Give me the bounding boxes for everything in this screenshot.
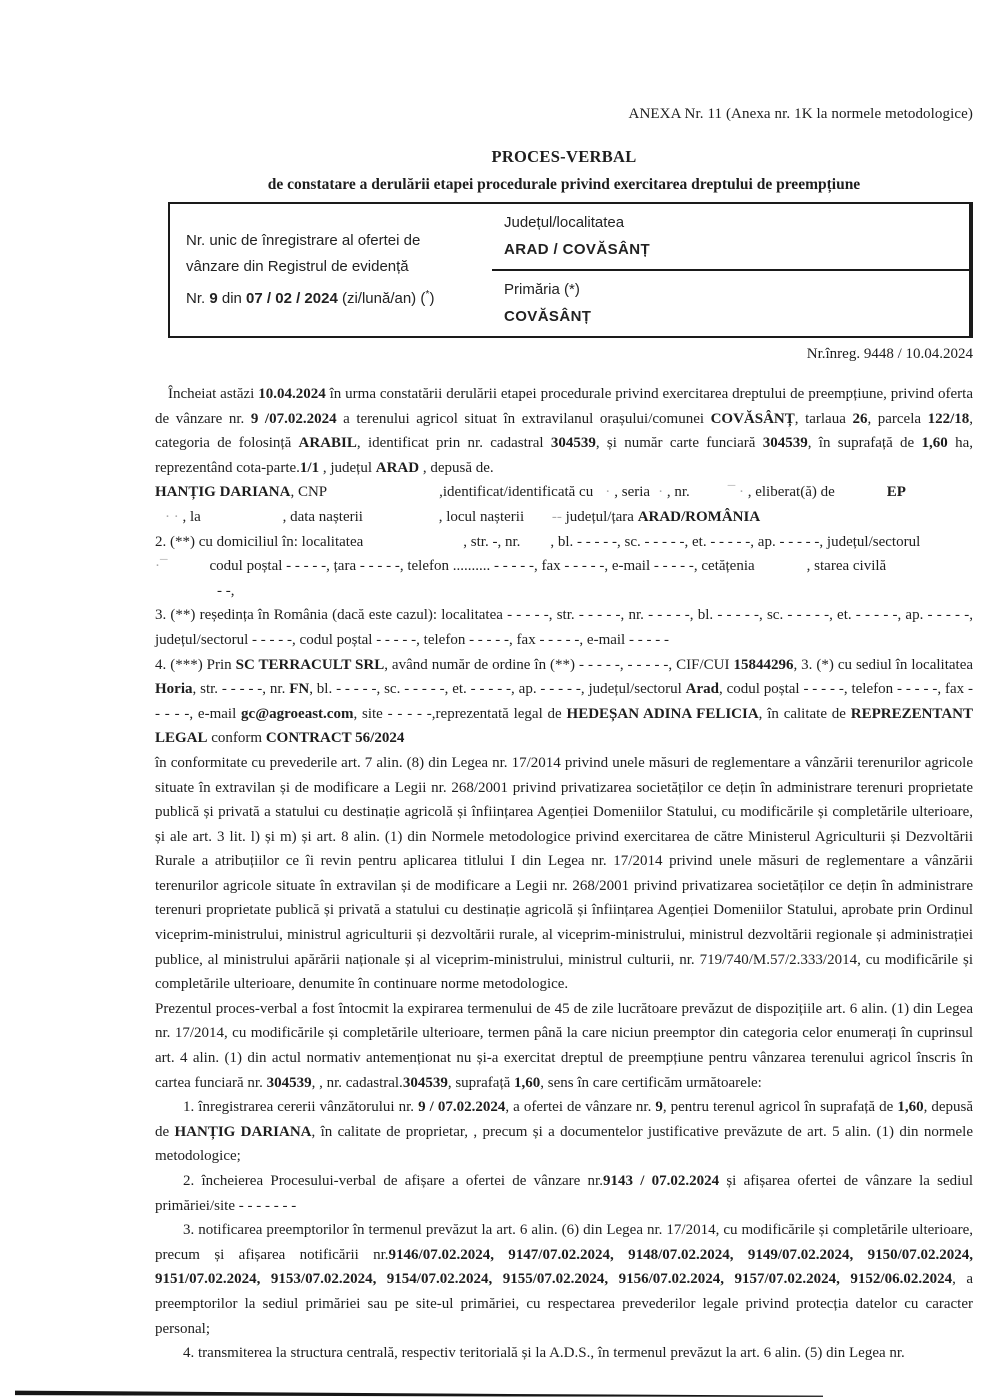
text-segment: COVĂSÂNȚ	[710, 410, 795, 427]
text-segment: din	[217, 290, 247, 307]
document-content	[155, 106, 973, 1366]
text-segment: , data nașterii	[282, 508, 367, 525]
blank-field	[155, 593, 217, 595]
judet-label: Județul/localitatea	[504, 214, 625, 231]
text-segment: , în calitate de	[758, 705, 851, 722]
blank-field	[363, 544, 463, 546]
text-segment: 304539	[402, 1074, 448, 1091]
text-segment: (zi/lună/an) (	[337, 290, 426, 307]
text-segment: ·	[605, 484, 611, 501]
blank-field	[528, 519, 552, 521]
text-segment: 3. (**) reședința în România (dacă este cazul): localitatea - - - - -, str. - - - - -, nr. - - - - -, bl. - - - - -, sc. - - - - -, et. - - - - -, ap. - - - - -, județul/sectorul - - - - -, codul poștal - - - - -, telefon - - - - -, fax - - - - -, e-mail - - - - -	[155, 607, 973, 648]
paragraph-temei-legal	[155, 751, 973, 997]
text-segment: 4. transmiterea la structura centrală, respectiv teritorială și la A.D.S., în termenul prevăzut la art. 6 alin. (5) din Legea nr.	[183, 1345, 905, 1362]
line-domiciliu-3	[155, 579, 973, 604]
text-segment: Încheiat astăzi	[168, 386, 259, 402]
text-segment: , identificat prin nr. cadastral	[356, 435, 551, 452]
document-title: PROCES-VERBAL	[491, 147, 637, 166]
text-segment: 07 / 02 / 2024	[246, 290, 338, 307]
text-segment: 10.04.2024	[258, 386, 326, 402]
text-segment: 9	[655, 1099, 663, 1116]
text-segment: 304539	[762, 435, 808, 452]
text-segment: , locul nașterii	[438, 508, 528, 525]
text-segment: 9146/07.02.2024, 9147/07.02.2024, 9148/07.02.2024, 9149/07.02.2024, 9150/07.02.2024, 9151/07.02.2024, 9153/07.02.2024, 9154/07.02.2024, 9155/07.02.2024, 9156/07.02.2024, 9157/07.02.2024, 9152/06.02.2024	[155, 1246, 974, 1288]
list-item-3-notificare	[155, 1218, 973, 1341]
text-segment: 122/18	[927, 410, 970, 427]
line-seller-cnp-2	[155, 505, 973, 530]
primaria-value: COVĂSÂNȚ	[504, 308, 592, 325]
text-segment: · ·	[165, 508, 179, 525]
list-item-4-transmitere	[155, 1341, 973, 1366]
text-segment: ARAD	[375, 459, 420, 476]
text-segment: 1,60	[921, 435, 948, 452]
registru-number	[186, 286, 476, 312]
anexa-header: ANEXA Nr. 11 (Anexa nr. 1K la normele metodologice)	[628, 106, 973, 122]
paragraph-incheiat	[155, 382, 973, 480]
text-segment: 1. înregistrarea cererii vânzătorului nr.	[183, 1099, 419, 1116]
text-segment: , și număr carte funciară	[595, 435, 763, 452]
blank-field	[593, 494, 605, 496]
text-segment: , având număr de ordine în (**) - - - - -, - - - - -, CIF/CUI	[384, 656, 734, 673]
text-segment: , la	[178, 508, 205, 525]
text-segment: , în calitate de proprietar, , precum și a documentelor justificative prevăzute de art. 5 alin. (1) din normele metodologice;	[155, 1123, 973, 1165]
registru-label: Nr. unic de înregistrare al ofertei de vânzare din Registrul de evidență	[186, 232, 421, 275]
text-segment: , depusă de	[155, 1099, 974, 1140]
text-segment: 1,60	[897, 1099, 924, 1116]
paragraph-imputernicit	[155, 653, 973, 751]
text-segment: , str. -, nr.	[463, 533, 521, 550]
text-segment: 304539	[550, 435, 596, 452]
text-segment: ARABIL	[298, 435, 357, 452]
text-segment: și afișarea ofertei de vânzare la sediul primăriei/site - - - - - - -	[155, 1173, 973, 1214]
text-segment: conform	[207, 730, 266, 747]
text-segment: , , nr. cadastral.	[311, 1074, 403, 1091]
text-segment: gc@agroeast.com	[241, 705, 354, 722]
text-segment: *	[425, 288, 430, 300]
text-segment: 3. notificarea preemptorilor în termenul prevăzut la art. 6 alin. (6) din Legea nr. 17/2014, cu modificările și completările ulterioare, precum și afișarea notificării nr.	[155, 1222, 973, 1263]
text-segment: ·	[658, 484, 664, 501]
table-cell-judet	[492, 204, 971, 271]
text-segment: , tarlaua	[794, 410, 853, 427]
text-segment: 2. (**) cu domiciliul în: localitatea	[155, 533, 364, 550]
text-segment: județul/țara	[561, 508, 638, 525]
text-segment: EP	[886, 484, 906, 501]
text-segment: ¯ ·	[727, 484, 744, 501]
text-segment: , categoria de folosință	[155, 410, 974, 452]
text-segment: în urma constatării derulării etapei procedurale privind exercitarea dreptului de preempțiune, privind oferta de vânzare nr.	[155, 386, 973, 427]
text-segment: , starea civilă	[806, 558, 887, 575]
text-segment: Prezentul proces-verbal a fost întocmit la expirarea termenului de 45 de zile lucrătoare prevăzut de dispozițiile art. 6 alin. (1) din Legea nr. 17/2014, cu modificările și completările ulterioare, termen până la care niciun preemptor din categoria celor enumerați în cuprinsul art. 4 alin. (1) din actul normativ antemenționat nu și-a exercitat dreptul de preempțiune pentru vânzarea terenului agricol înscris în cartea funciară nr.	[155, 1000, 973, 1091]
line-seller-cnp-1	[155, 480, 973, 505]
text-segment: 9 /07.02.2024	[250, 410, 337, 427]
text-segment: , eliberat(ă) de	[743, 484, 835, 501]
text-segment: ·¯	[155, 558, 168, 575]
line-domiciliu-1	[155, 530, 973, 555]
document-body	[155, 382, 973, 1366]
text-segment: , a preemptorilor la sediul primăriei sau pe site-ul primăriei, cu respectarea prevederilor legale privind protecția datelor cu caracter personal;	[155, 1271, 973, 1337]
registration-number-line: Nr.înreg. 9448 / 10.04.2024	[806, 346, 973, 362]
text-segment: , CNP	[290, 484, 328, 501]
document-subtitle: de constatare a derulării etapei procedurale privind exercitarea dreptului de preempțiune	[267, 176, 861, 193]
text-segment: CONTRACT 56/2024	[265, 730, 405, 747]
text-segment: 1,60	[514, 1074, 541, 1091]
blank-field	[168, 568, 210, 570]
scan-artifact-line	[15, 1389, 823, 1398]
blank-field	[155, 519, 165, 521]
text-segment: Arad	[685, 681, 719, 698]
text-segment: Nr.	[186, 290, 210, 307]
text-segment: 26	[852, 410, 868, 427]
text-segment: 1/1	[299, 459, 320, 476]
text-segment: HANȚIG DARIANA	[174, 1123, 312, 1140]
text-segment: SC TERRACULT SRL	[235, 656, 385, 673]
text-segment: --	[551, 508, 562, 525]
text-segment: , nr.	[663, 484, 690, 501]
judet-value: ARAD / COVĂSÂNȚ	[504, 241, 651, 258]
text-segment: , parcela	[867, 410, 928, 427]
text-segment: REPREZENTANT LEGAL	[155, 705, 973, 747]
text-segment: 15844296	[733, 656, 794, 673]
text-segment: codul poștal - - - - -, țara - - - - -, telefon .......... - - - - -, fax - - - - -, e-mail - - - - -, cetățenia	[209, 558, 755, 575]
blank-field	[520, 544, 550, 546]
blank-field	[367, 519, 439, 521]
line-domiciliu-2	[155, 554, 973, 579]
text-segment: 9143 / 07.02.2024	[602, 1173, 720, 1189]
header-table	[168, 202, 973, 338]
text-segment: ,identificat/identificată cu	[439, 484, 594, 501]
text-segment: 2. încheierea Procesului-verbal de afișare a ofertei de vânzare nr.	[183, 1173, 603, 1189]
blank-field	[205, 519, 283, 521]
text-segment: )	[429, 290, 435, 307]
table-cell-registru	[170, 204, 492, 336]
text-segment: , site - - - - -,reprezentată legal de	[353, 705, 567, 722]
text-segment: , pentru terenul agricol în suprafață de	[662, 1099, 898, 1116]
text-segment: , județul	[319, 459, 376, 476]
list-item-2-incheiere	[155, 1169, 973, 1218]
blank-field	[755, 568, 807, 570]
text-segment: , str. - - - - -, nr.	[192, 681, 290, 698]
text-segment: HEDEȘAN ADINA FELICIA	[566, 705, 759, 722]
blank-field	[327, 494, 439, 496]
text-segment: 9 / 07.02.2024	[418, 1099, 506, 1116]
text-segment: ARAD/ROMÂNIA	[637, 508, 761, 525]
text-segment: , 3. (*) cu sediul în localitatea	[793, 656, 974, 673]
text-segment: , sens în care certificăm următoarele:	[540, 1074, 762, 1091]
text-segment: , seria	[614, 484, 651, 501]
text-segment: , bl. - - - - -, sc. - - - - -, et. - - - - -, ap. - - - - -, județul/sectorul	[309, 681, 686, 698]
paragraph-prezentul	[155, 997, 973, 1095]
text-segment: , depusă de.	[419, 459, 494, 476]
text-segment: 4. (***) Prin	[155, 656, 236, 673]
blank-field	[690, 494, 728, 496]
table-cell-primaria	[492, 271, 971, 336]
primaria-label: Primăria (*)	[504, 281, 580, 298]
blank-field	[650, 494, 658, 496]
text-segment: , suprafață	[447, 1074, 515, 1091]
text-segment: în conformitate cu prevederile art. 7 alin. (8) din Legea nr. 17/2014 privind unele măsuri de reglementare a vânzării terenurilor agricole situate în extravilan și de modificare a Legii nr. 268/2001 privind privatizarea societăților ce dețin în administrare terenuri proprietate publică și privată a statului cu destinație agricolă și înființarea Agenției Domeniilor Statului, cu modificările și completările ulterioare, și ale art. 3 lit. l) și m) și art. 8 alin. (1) din Normele metodologice privind exercitarea de către Ministerul Agriculturii și Dezvoltării Rurale a atribuțiilor ce îi revin pentru aplicarea titlului I din Legea nr. 17/2014 privind unele măsuri de reglementare a vânzării terenurilor agricole situate în extravilan și de modificare a Legii nr. 268/2001 privind privatizarea societăților ce dețin în administrare terenuri proprietate publică și privată a statului cu destinație agricolă și înființarea Agenției Domeniilor Statului, aprobate prin Ordinul viceprim-ministrului, ministrul agriculturii și dezvoltării rurale, al viceprim-ministrului, ministrul dezvoltării regionale și administrației publice, al ministrului apărării naționale și al viceprim-ministrului, ministrul culturii, nr. 719/740/M.57/2.333/2014, cu modificările și completările ulterioare, denumite în continuare norme metodologice.	[155, 754, 973, 993]
text-segment: HANȚIG DARIANA	[155, 484, 291, 501]
text-segment: ha, reprezentând cota-parte.	[155, 435, 973, 476]
text-segment: , a ofertei de vânzare nr.	[505, 1099, 656, 1116]
paragraph-resedinta	[155, 603, 973, 652]
blank-field	[835, 494, 887, 496]
text-segment: 304539	[266, 1074, 312, 1091]
text-segment: FN	[289, 681, 310, 698]
list-item-1-inregistrare	[155, 1095, 973, 1169]
text-segment: , bl. - - - - -, sc. - - - - -, et. - - - - -, ap. - - - - -, județul/sectorul	[550, 533, 921, 550]
text-segment: a terenului agricol situat în extravilanul orașului/comunei	[336, 410, 711, 427]
text-segment: - -,	[217, 582, 235, 599]
text-segment: Horia	[155, 681, 193, 698]
text-segment: , în suprafață de	[807, 435, 922, 452]
text-segment: , codul poștal - - - - -, telefon - - - - -, fax - - - - -, e-mail	[155, 681, 973, 722]
text-segment: 9	[209, 290, 218, 307]
